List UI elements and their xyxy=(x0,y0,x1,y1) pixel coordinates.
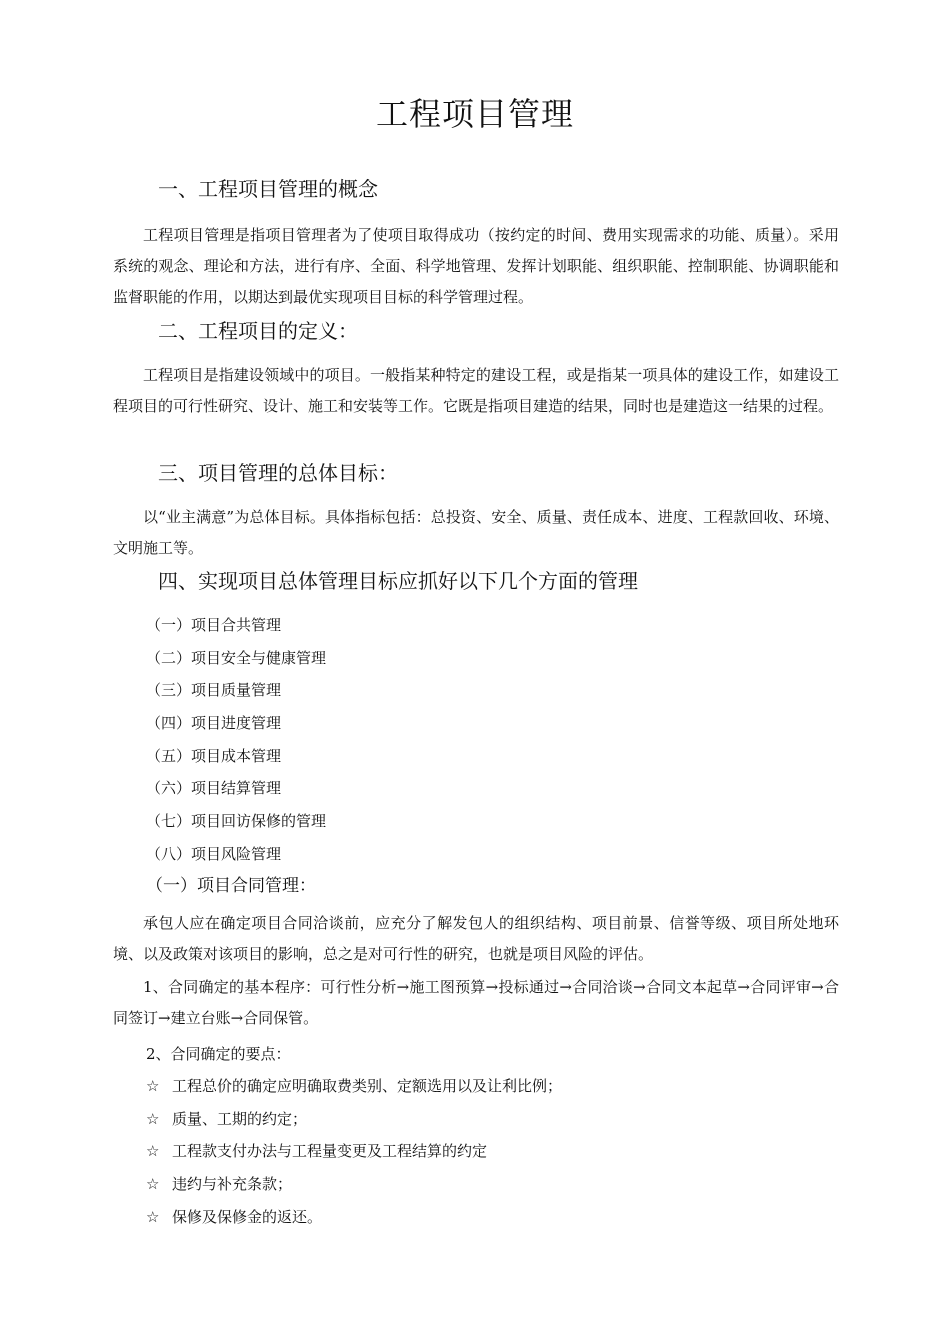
list-item: （八）项目风险管理 xyxy=(146,845,282,863)
bullet-item xyxy=(146,1139,487,1163)
list-item: （五）项目成本管理 xyxy=(146,747,282,765)
list-item: （七）项目回访保修的管理 xyxy=(146,812,327,830)
bullet-item xyxy=(146,1172,292,1196)
list-item: （一）项目合共管理 xyxy=(146,616,282,634)
section-2-body: 工程项目是指建设领域中的项目。一般指某种特定的建设工程，或是指某一项具体的建设工作，如建设工程项目的可行性研究、设计、施工和安装等工作。它既是指项目建造的结果，同时也是建造这一结果的过程。 xyxy=(113,366,839,415)
section-1-body: 工程项目管理是指项目管理者为了使项目取得成功（按约定的时间、费用实现需求的功能、质量）。采用系统的观念、理论和方法，进行有序、全面、科学地管理、发挥计划职能、组织职能、控制职能、协调职能和监督职能的作用，以期达到最优实现项目目标的科学管理过程。 xyxy=(113,226,839,306)
bullet-item xyxy=(146,1074,562,1098)
bullet-item xyxy=(146,1107,307,1131)
section-3-heading: 三、项目管理的总体目标： xyxy=(158,461,398,485)
list-item: （六）项目结算管理 xyxy=(146,779,282,797)
bullet-text: 保修及保修金的返还。 xyxy=(172,1208,323,1226)
list-item: （四）项目进度管理 xyxy=(146,714,282,732)
bullet-item xyxy=(146,1205,322,1229)
star-icon: ☆ xyxy=(146,1077,160,1095)
section-4-heading: 四、实现项目总体管理目标应抓好以下几个方面的管理 xyxy=(158,569,638,593)
section-2-heading: 二、工程项目的定义： xyxy=(158,319,358,343)
subsection-heading: （一）项目合同管理： xyxy=(146,876,316,896)
section-3-body: 以“业主满意”为总体目标。具体指标包括：总投资、安全、质量、责任成本、进度、工程款回收、环境、文明施工等。 xyxy=(113,508,839,557)
list-item: （三）项目质量管理 xyxy=(146,681,282,699)
bullet-text: 工程款支付办法与工程量变更及工程结算的约定 xyxy=(172,1142,488,1160)
document-title: 工程项目管理 xyxy=(375,95,574,133)
bullet-text: 工程总价的确定应明确取费类别、定额选用以及让利比例； xyxy=(172,1077,563,1095)
contract-procedure: 1、合同确定的基本程序：可行性分析→施工图预算→投标通过→合同洽谈→合同文本起草→合同评审→合同签订→建立台账→合同保管。 xyxy=(113,978,839,1027)
star-icon: ☆ xyxy=(146,1208,160,1226)
subsection-body: 承包人应在确定项目合同洽谈前，应充分了解发包人的组织结构、项目前景、信誉等级、项目所处地环境、以及政策对该项目的影响，总之是对可行性的研究，也就是项目风险的评估。 xyxy=(113,914,839,963)
list-item: （二）项目安全与健康管理 xyxy=(146,649,327,667)
points-title: 2、合同确定的要点： xyxy=(146,1045,291,1063)
bullet-text: 质量、工期的约定； xyxy=(172,1110,308,1128)
bullet-text: 违约与补充条款； xyxy=(172,1175,293,1193)
star-icon: ☆ xyxy=(146,1110,160,1128)
section-1-heading: 一、工程项目管理的概念 xyxy=(158,177,378,201)
star-icon: ☆ xyxy=(146,1142,160,1160)
star-icon: ☆ xyxy=(146,1175,160,1193)
